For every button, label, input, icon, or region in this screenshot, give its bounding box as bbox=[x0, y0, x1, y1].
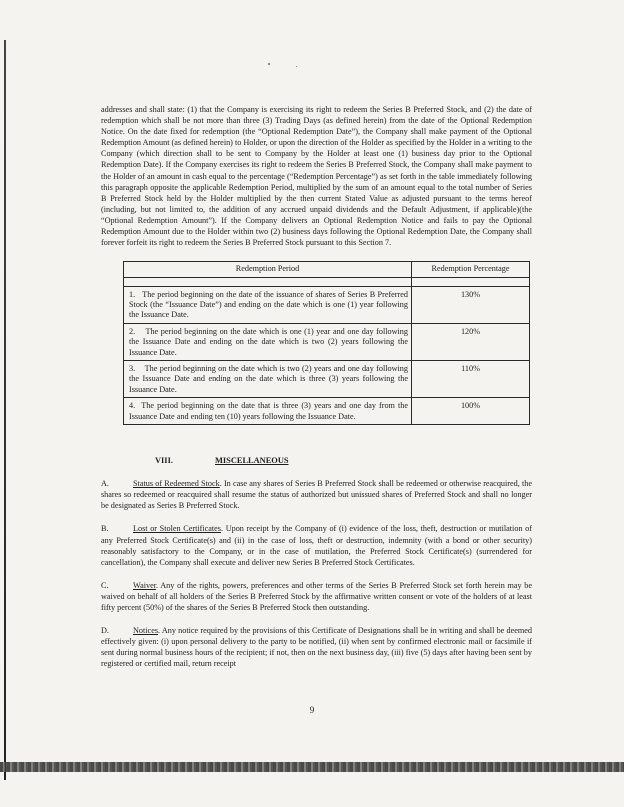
item-text: . Any notice required by the provisions of this Certificate of Designations shall be in writing and shall be deemed effectively given: (i) upon personal delivery to the party to be notified, (ii) when sent by confirmed electronic mail or facsimile if sent during normal business hours of the recipient; if not, then on the next business day, (iii) five (5) days after having been sent by registered or certified mail, return receipt bbox=[101, 626, 532, 669]
table-row bbox=[124, 398, 530, 425]
percentage-cell: 120% bbox=[412, 323, 530, 360]
item-text: . Any of the rights, powers, preferences and other terms of the Series B Preferred Stock set forth herein may be waived on behalf of all holders of the Series B Preferred Stock by the affirmative written consent or vote of the holders of at least fifty percent (50%) of the shares of the Series B Preferred Stock then outstanding. bbox=[101, 580, 532, 613]
table-row bbox=[124, 323, 530, 360]
intro-paragraph: addresses and shall state: (1) that the Company is exercising its right to redeem the Series B Preferred Stock, and (2) the date of redemption which shall be not more than three (3) Trading Days (as defined herein) from the date of the Optional Redemption Notice. On the date fixed for redemption (the “Optional Redemption Date”), the Company shall make payment of the Optional Redemption Amount (as defined herein) to Holder, or upon the direction of the Holder as specified by the Holder in a writing to the Company (which direction shall to be sent to Company by the Holder at least one (1) business day prior to the Optional Redemption Date). If the Company exercises its right to redeem the Series B Preferred Stock, the Company shall make payment to the Holder of an amount in cash equal to the percentage (“Redemption Percentage”) as set forth in the table immediately following this paragraph opposite the applicable Redemption Period, multiplied by the sum of an amount equal to the total number of Series B Preferred Stock held by the Holder multiplied by the then current Stated Value as adjusted pursuant to the terms hereof (including, but not limited to, the addition of any accrued unpaid dividends and the Default Adjustment, if applicable)(the “Optional Redemption Amount”). If the Company delivers an Optional Redemption Notice and fails to pay the Optional Redemption Amount due to the Holder within two (2) business days following the Optional Redemption Date, the Company shall forever forfeit its right to redeem the Series B Preferred Stock pursuant to this Section 7. bbox=[101, 105, 532, 248]
redemption-table bbox=[123, 261, 530, 425]
table-row bbox=[124, 286, 530, 323]
page-number: 9 bbox=[309, 705, 315, 715]
item-waiver bbox=[101, 580, 532, 613]
table-spacer-row bbox=[124, 277, 530, 286]
document-body bbox=[101, 104, 532, 670]
percentage-cell: 130% bbox=[412, 286, 530, 323]
item-lost-or-stolen-certificates bbox=[101, 523, 532, 567]
page-edge-shadow bbox=[4, 40, 6, 780]
scan-bottom-edge bbox=[0, 762, 624, 772]
period-cell: 3. The period beginning on the date which is two (2) years and one day following the Issuance Date and ending on the date which is three (3) years following the Issuance Date. bbox=[124, 361, 412, 398]
item-status-of-redeemed-stock bbox=[101, 478, 532, 511]
section-heading bbox=[155, 455, 532, 466]
item-heading: Status of Redeemed Stock bbox=[133, 479, 220, 489]
header-redemption-period: Redemption Period bbox=[124, 262, 412, 277]
period-cell: 4. The period beginning on the date that is three (3) years and one day from the Issuance Date and ending ten (10) years following the Issuance Date. bbox=[124, 398, 412, 425]
item-letter: A. bbox=[101, 479, 109, 489]
item-text: . In case any shares of Series B Preferred Stock shall be redeemed or otherwise reacquired, the shares so redeemed or reacquired shall resume the status of authorized but unissued shares of Preferred Stock and shall no longer be designated as Series B Preferred Stock. bbox=[101, 479, 532, 511]
header-redemption-percentage: Redemption Percentage bbox=[412, 262, 530, 277]
percentage-cell: 110% bbox=[412, 361, 530, 398]
item-heading: Waiver bbox=[133, 580, 156, 590]
scan-speck bbox=[296, 66, 297, 67]
item-letter: B. bbox=[101, 524, 109, 534]
item-text: . Upon receipt by the Company of (i) evidence of the loss, theft, destruction or mutilation of any Preferred Stock Certificate(s) and (ii) in the case of loss, theft or destruction, indemnity (with a bond or other security) reasonably satisfactory to the Company, or in the case of mutilation, the Preferred Stock Certificate(s) (surrendered for cancellation), the Company shall execute and deliver new Series B Preferred Stock Certificates. bbox=[101, 524, 532, 567]
period-cell: 1. The period beginning on the date of the issuance of shares of Series B Preferred Stock (the “Issuance Date”) and ending on the date which is one (1) year following the Issuance Date. bbox=[124, 286, 412, 323]
item-heading: Lost or Stolen Certificates bbox=[133, 524, 221, 534]
period-cell: 2. The period beginning on the date which is one (1) year and one day following the Issuance Date and ending on the date which is two (2) years following the Issuance Date. bbox=[124, 323, 412, 360]
item-heading: Notices bbox=[133, 626, 159, 636]
scan-speck bbox=[268, 63, 270, 65]
table-row bbox=[124, 361, 530, 398]
section-number: VIII. bbox=[155, 456, 173, 466]
item-notices bbox=[101, 625, 532, 669]
item-letter: C. bbox=[101, 580, 109, 590]
section-title: MISCELLANEOUS bbox=[215, 456, 289, 466]
table-header-row bbox=[124, 262, 530, 277]
percentage-cell: 100% bbox=[412, 398, 530, 425]
item-letter: D. bbox=[101, 626, 109, 636]
